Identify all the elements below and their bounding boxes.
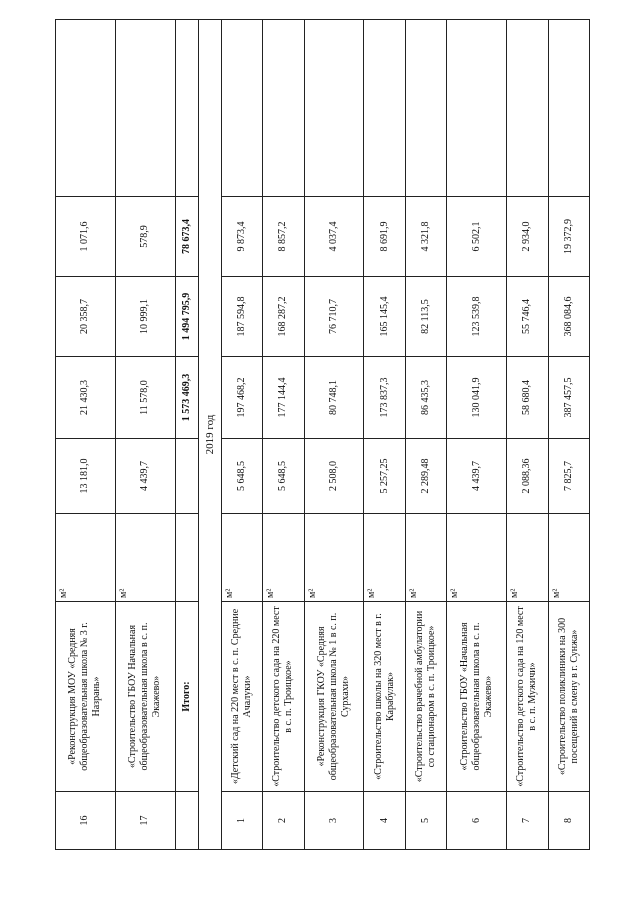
empty-cell: [175, 20, 198, 197]
unit-cell: м²: [507, 514, 548, 602]
unit-cell: м²: [405, 514, 446, 602]
cost-total-cell: 197 468,2: [221, 357, 262, 439]
unit-cell: м²: [364, 514, 405, 602]
capacity-cell: 2 088,36: [507, 439, 548, 514]
row-number: 16: [56, 792, 116, 850]
cost-federal-cell: 168 287,2: [263, 277, 304, 357]
table-row: [56, 20, 116, 850]
unit-cell: м²: [221, 514, 262, 602]
cost-federal-cell: 187 594,8: [221, 277, 262, 357]
total-regional-cell: 78 673,4: [175, 197, 198, 277]
cost-total-cell: 177 144,4: [263, 357, 304, 439]
table-row: [405, 20, 446, 850]
object-name: «Строительство поликлиники на 300 посещений в смену в г. Сунжа»: [548, 602, 589, 792]
cost-federal-cell: 55 746,4: [507, 277, 548, 357]
rotated-table-wrapper: [55, 20, 590, 850]
empty-cell: [115, 20, 175, 197]
unit-cell: м²: [56, 514, 116, 602]
unit-cell: м²: [304, 514, 364, 602]
object-name: «Реконструкция МОУ «Средняя общеобразовательная школа № 3 г. Назрань»: [56, 602, 116, 792]
empty-cell: [221, 20, 262, 197]
row-number: 7: [507, 792, 548, 850]
capacity-cell: 13 181,0: [56, 439, 116, 514]
object-name: «Строительство ГБОУ «Начальная общеобразовательная школа в с. п. Экажево»: [447, 602, 507, 792]
row-number: 5: [405, 792, 446, 850]
cost-federal-cell: 10 999,1: [115, 277, 175, 357]
table-row: [364, 20, 405, 850]
capacity-cell: 5 648,5: [221, 439, 262, 514]
cost-regional-cell: 8 691,9: [364, 197, 405, 277]
capacity-cell: 2 289,48: [405, 439, 446, 514]
section-header-row: [198, 20, 221, 850]
cost-total-cell: 86 435,3: [405, 357, 446, 439]
empty-cell: [507, 20, 548, 197]
object-name: «Реконструкция ГКОУ «Средняя общеобразовательная школа № 1 в с. п. Сурхахи»: [304, 602, 364, 792]
cost-federal-cell: 82 113,5: [405, 277, 446, 357]
total-federal-cell: 1 494 795,9: [175, 277, 198, 357]
row-number: 8: [548, 792, 589, 850]
cost-total-cell: 80 748,1: [304, 357, 364, 439]
row-number: 17: [115, 792, 175, 850]
empty-cell: [405, 20, 446, 197]
total-cost-cell: 1 573 469,3: [175, 357, 198, 439]
cost-total-cell: 387 457,5: [548, 357, 589, 439]
row-number: 2: [263, 792, 304, 850]
cost-total-cell: 173 837,3: [364, 357, 405, 439]
cost-total-cell: 21 430,3: [56, 357, 116, 439]
capacity-cell: 4 439,7: [115, 439, 175, 514]
object-name: «Детский сад на 220 мест в с. п. Средние Ачалуки»: [221, 602, 262, 792]
unit-cell: м²: [447, 514, 507, 602]
cost-regional-cell: 9 873,4: [221, 197, 262, 277]
capacity-cell: 5 257,25: [364, 439, 405, 514]
empty-cell: [447, 20, 507, 197]
capacity-cell: 5 648,5: [263, 439, 304, 514]
unit-cell: м²: [263, 514, 304, 602]
cost-regional-cell: 4 321,8: [405, 197, 446, 277]
total-row: [175, 20, 198, 850]
table-row: [115, 20, 175, 850]
object-name: «Строительство детского сада на 120 мест в с. п. Мужичи»: [507, 602, 548, 792]
cost-regional-cell: 1 071,6: [56, 197, 116, 277]
cost-federal-cell: 123 539,8: [447, 277, 507, 357]
total-label: Итого:: [175, 602, 198, 792]
row-number: 3: [304, 792, 364, 850]
table-row: [548, 20, 589, 850]
cost-federal-cell: 368 084,6: [548, 277, 589, 357]
object-name: «Строительство врачебной амбулатории со стационаром в с. п. Троицкое»: [405, 602, 446, 792]
table-row: [507, 20, 548, 850]
capacity-cell: 4 439,7: [447, 439, 507, 514]
table-row: [447, 20, 507, 850]
table-row: [263, 20, 304, 850]
empty-cell: [304, 20, 364, 197]
empty-cell: [175, 792, 198, 850]
unit-cell: м²: [548, 514, 589, 602]
object-name: «Строительство детского сада на 220 мест в с. п. Троицкое»: [263, 602, 304, 792]
table-row: [221, 20, 262, 850]
empty-cell: [548, 20, 589, 197]
cost-total-cell: 11 578,0: [115, 357, 175, 439]
cost-regional-cell: 2 934,0: [507, 197, 548, 277]
construction-objects-table: [55, 19, 590, 850]
empty-cell: [263, 20, 304, 197]
cost-regional-cell: 4 037,4: [304, 197, 364, 277]
empty-cell: [56, 20, 116, 197]
capacity-cell: 7 825,7: [548, 439, 589, 514]
cost-regional-cell: 8 857,2: [263, 197, 304, 277]
capacity-cell: 2 508,0: [304, 439, 364, 514]
row-number: 1: [221, 792, 262, 850]
cost-total-cell: 130 041,9: [447, 357, 507, 439]
cost-federal-cell: 20 358,7: [56, 277, 116, 357]
row-number: 4: [364, 792, 405, 850]
cost-total-cell: 58 680,4: [507, 357, 548, 439]
cost-regional-cell: 19 372,9: [548, 197, 589, 277]
empty-cell: [364, 20, 405, 197]
object-name: «Строительство школы на 320 мест в г. Карабулак»: [364, 602, 405, 792]
object-name: «Строительство ГБОУ Начальная общеобразовательная школа в с. п. Экажево»: [115, 602, 175, 792]
section-year-label: 2019 год: [198, 20, 221, 850]
unit-cell: м²: [115, 514, 175, 602]
cost-federal-cell: 165 145,4: [364, 277, 405, 357]
cost-regional-cell: 578,9: [115, 197, 175, 277]
cost-federal-cell: 76 710,7: [304, 277, 364, 357]
row-number: 6: [447, 792, 507, 850]
table-row: [304, 20, 364, 850]
empty-cell: [175, 439, 198, 514]
cost-regional-cell: 6 502,1: [447, 197, 507, 277]
empty-cell: [175, 514, 198, 602]
